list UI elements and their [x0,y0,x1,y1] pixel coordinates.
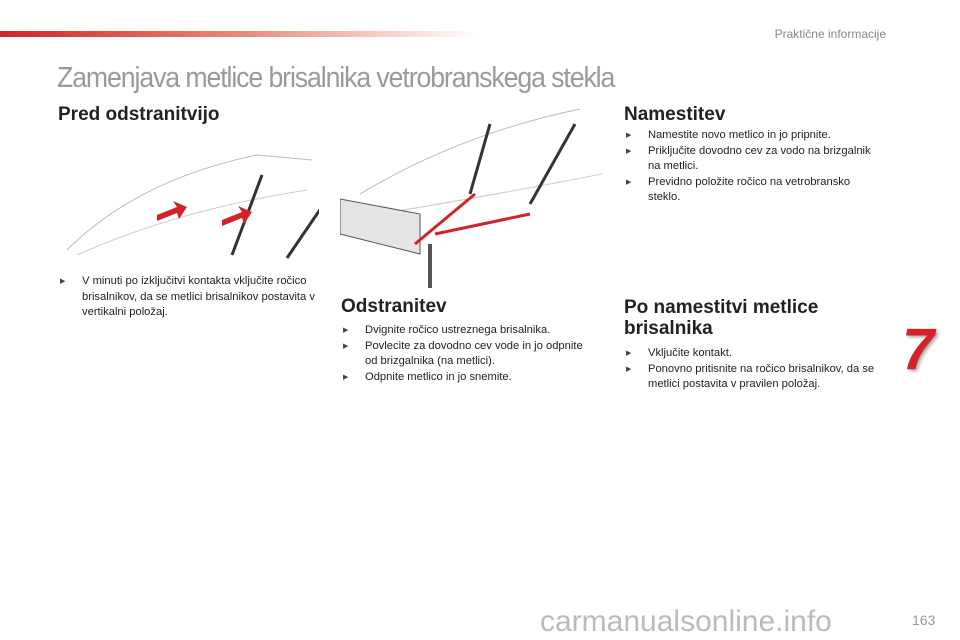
illustration-wipers-vertical [57,150,319,260]
list-item: ▶ Povlecite za dovodno cev vode in jo odpnite od brizgalnika (na metlici). [341,339,591,370]
list-item: ▶ Namestite novo metlico in jo pripnite. [624,128,884,144]
header-bar [0,31,480,37]
chapter-number: 7 [902,317,935,382]
list-item: ▶ Previdno položite ročico na vetrobransko steklo. [624,175,884,206]
list-item: ▶ V minuti po izključitvi kontakta vključite ročico brisalnikov, da se metlici brisalnikov postavita v vertikalni položaj. [58,274,318,321]
list-item: ▶ Ponovno pritisnite na ročico brisalnikov, da se metlici postavita v pravilen položaj. [624,362,884,393]
page-title: Zamenjava metlice brisalnika vetrobranskega stekla [57,62,615,94]
illustration-wiper-removal [340,104,602,288]
heading-odstranitev: Odstranitev [341,296,447,317]
list-odstranitev [341,323,591,385]
heading-namestitev: Namestitev [624,104,726,125]
list-pred [58,274,318,321]
heading-po: Po namestitvi metlice brisalnika [624,297,819,339]
list-item: ▶ Priključite dovodno cev za vodo na brizgalnik na metlici. [624,144,884,175]
heading-pred: Pred odstranitvijo [58,104,220,125]
watermark: carmanualsonline.info [540,605,832,638]
list-namestitev [624,128,884,206]
list-item: ▶ Vključite kontakt. [624,346,884,362]
page-number: 163 [912,612,936,628]
section-title: Praktične informacije [774,27,886,41]
list-item: ▶ Dvignite ročico ustreznega brisalnika. [341,323,591,339]
list-po [624,346,884,393]
list-item: ▶ Odpnite metlico in jo snemite. [341,370,591,386]
